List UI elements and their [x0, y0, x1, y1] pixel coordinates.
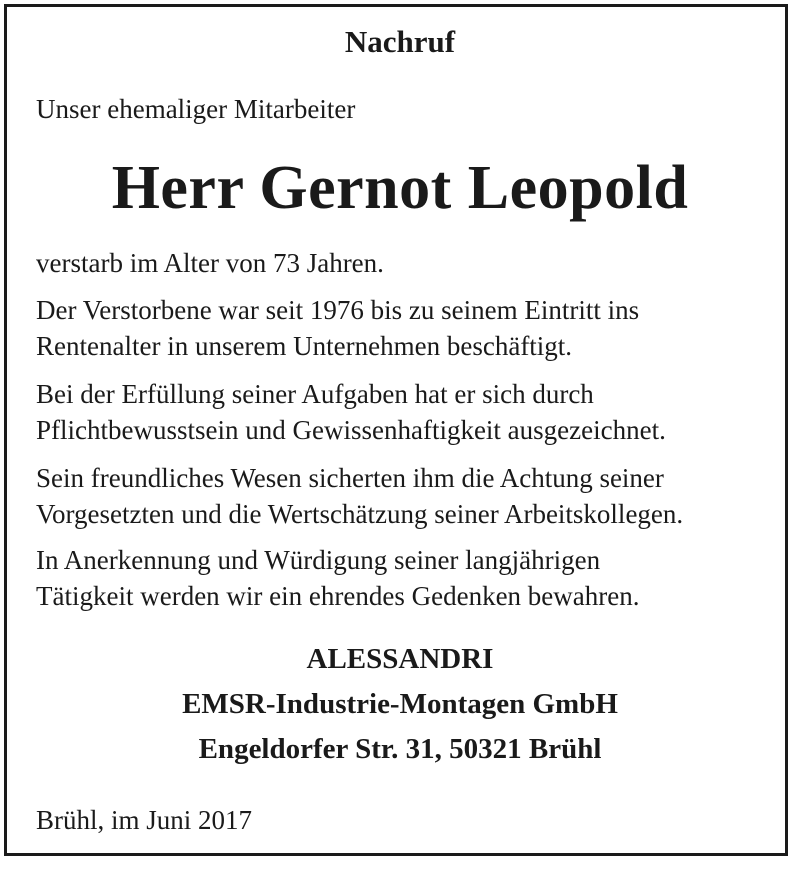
paragraph-employment: [36, 292, 639, 364]
paragraph-remembrance: [36, 542, 640, 614]
paragraph-line: Sein freundliches Wesen sicherten ihm die Achtung seiner: [36, 463, 664, 493]
paragraph-line: In Anerkennung und Würdigung seiner langjährigen: [36, 545, 601, 575]
intro-text: Unser ehemaliger Mitarbeiter: [36, 94, 356, 124]
paragraph-character: [36, 460, 683, 532]
paragraph-line: Rentenalter in unserem Unternehmen beschäftigt.: [36, 331, 573, 361]
company-subtitle: EMSR-Industrie-Montagen GmbH: [182, 688, 618, 720]
paragraph-line: Tätigkeit werden wir ein ehrendes Gedenken bewahren.: [36, 581, 640, 611]
paragraph-line: Pflichtbewusstsein und Gewissenhaftigkeit ausgezeichnet.: [36, 415, 666, 445]
paragraph-line: Vorgesetzten und die Wertschätzung seiner Arbeitskollegen.: [36, 499, 684, 529]
company-address: Engeldorfer Str. 31, 50321 Brühl: [198, 733, 602, 765]
paragraph-line: Der Verstorbene war seit 1976 bis zu seinem Eintritt ins: [36, 295, 640, 325]
paragraph-line: verstarb im Alter von 73 Jahren.: [36, 248, 384, 278]
paragraph-age: [36, 245, 384, 281]
deceased-name: Herr Gernot Leopold: [111, 154, 689, 222]
place-date: Brühl, im Juni 2017: [36, 805, 253, 835]
paragraph-duties: [36, 376, 666, 448]
obituary-heading: Nachruf: [344, 24, 456, 59]
paragraph-line: Bei der Erfüllung seiner Aufgaben hat er sich durch: [36, 379, 594, 409]
company-name: ALESSANDRI: [306, 643, 494, 675]
